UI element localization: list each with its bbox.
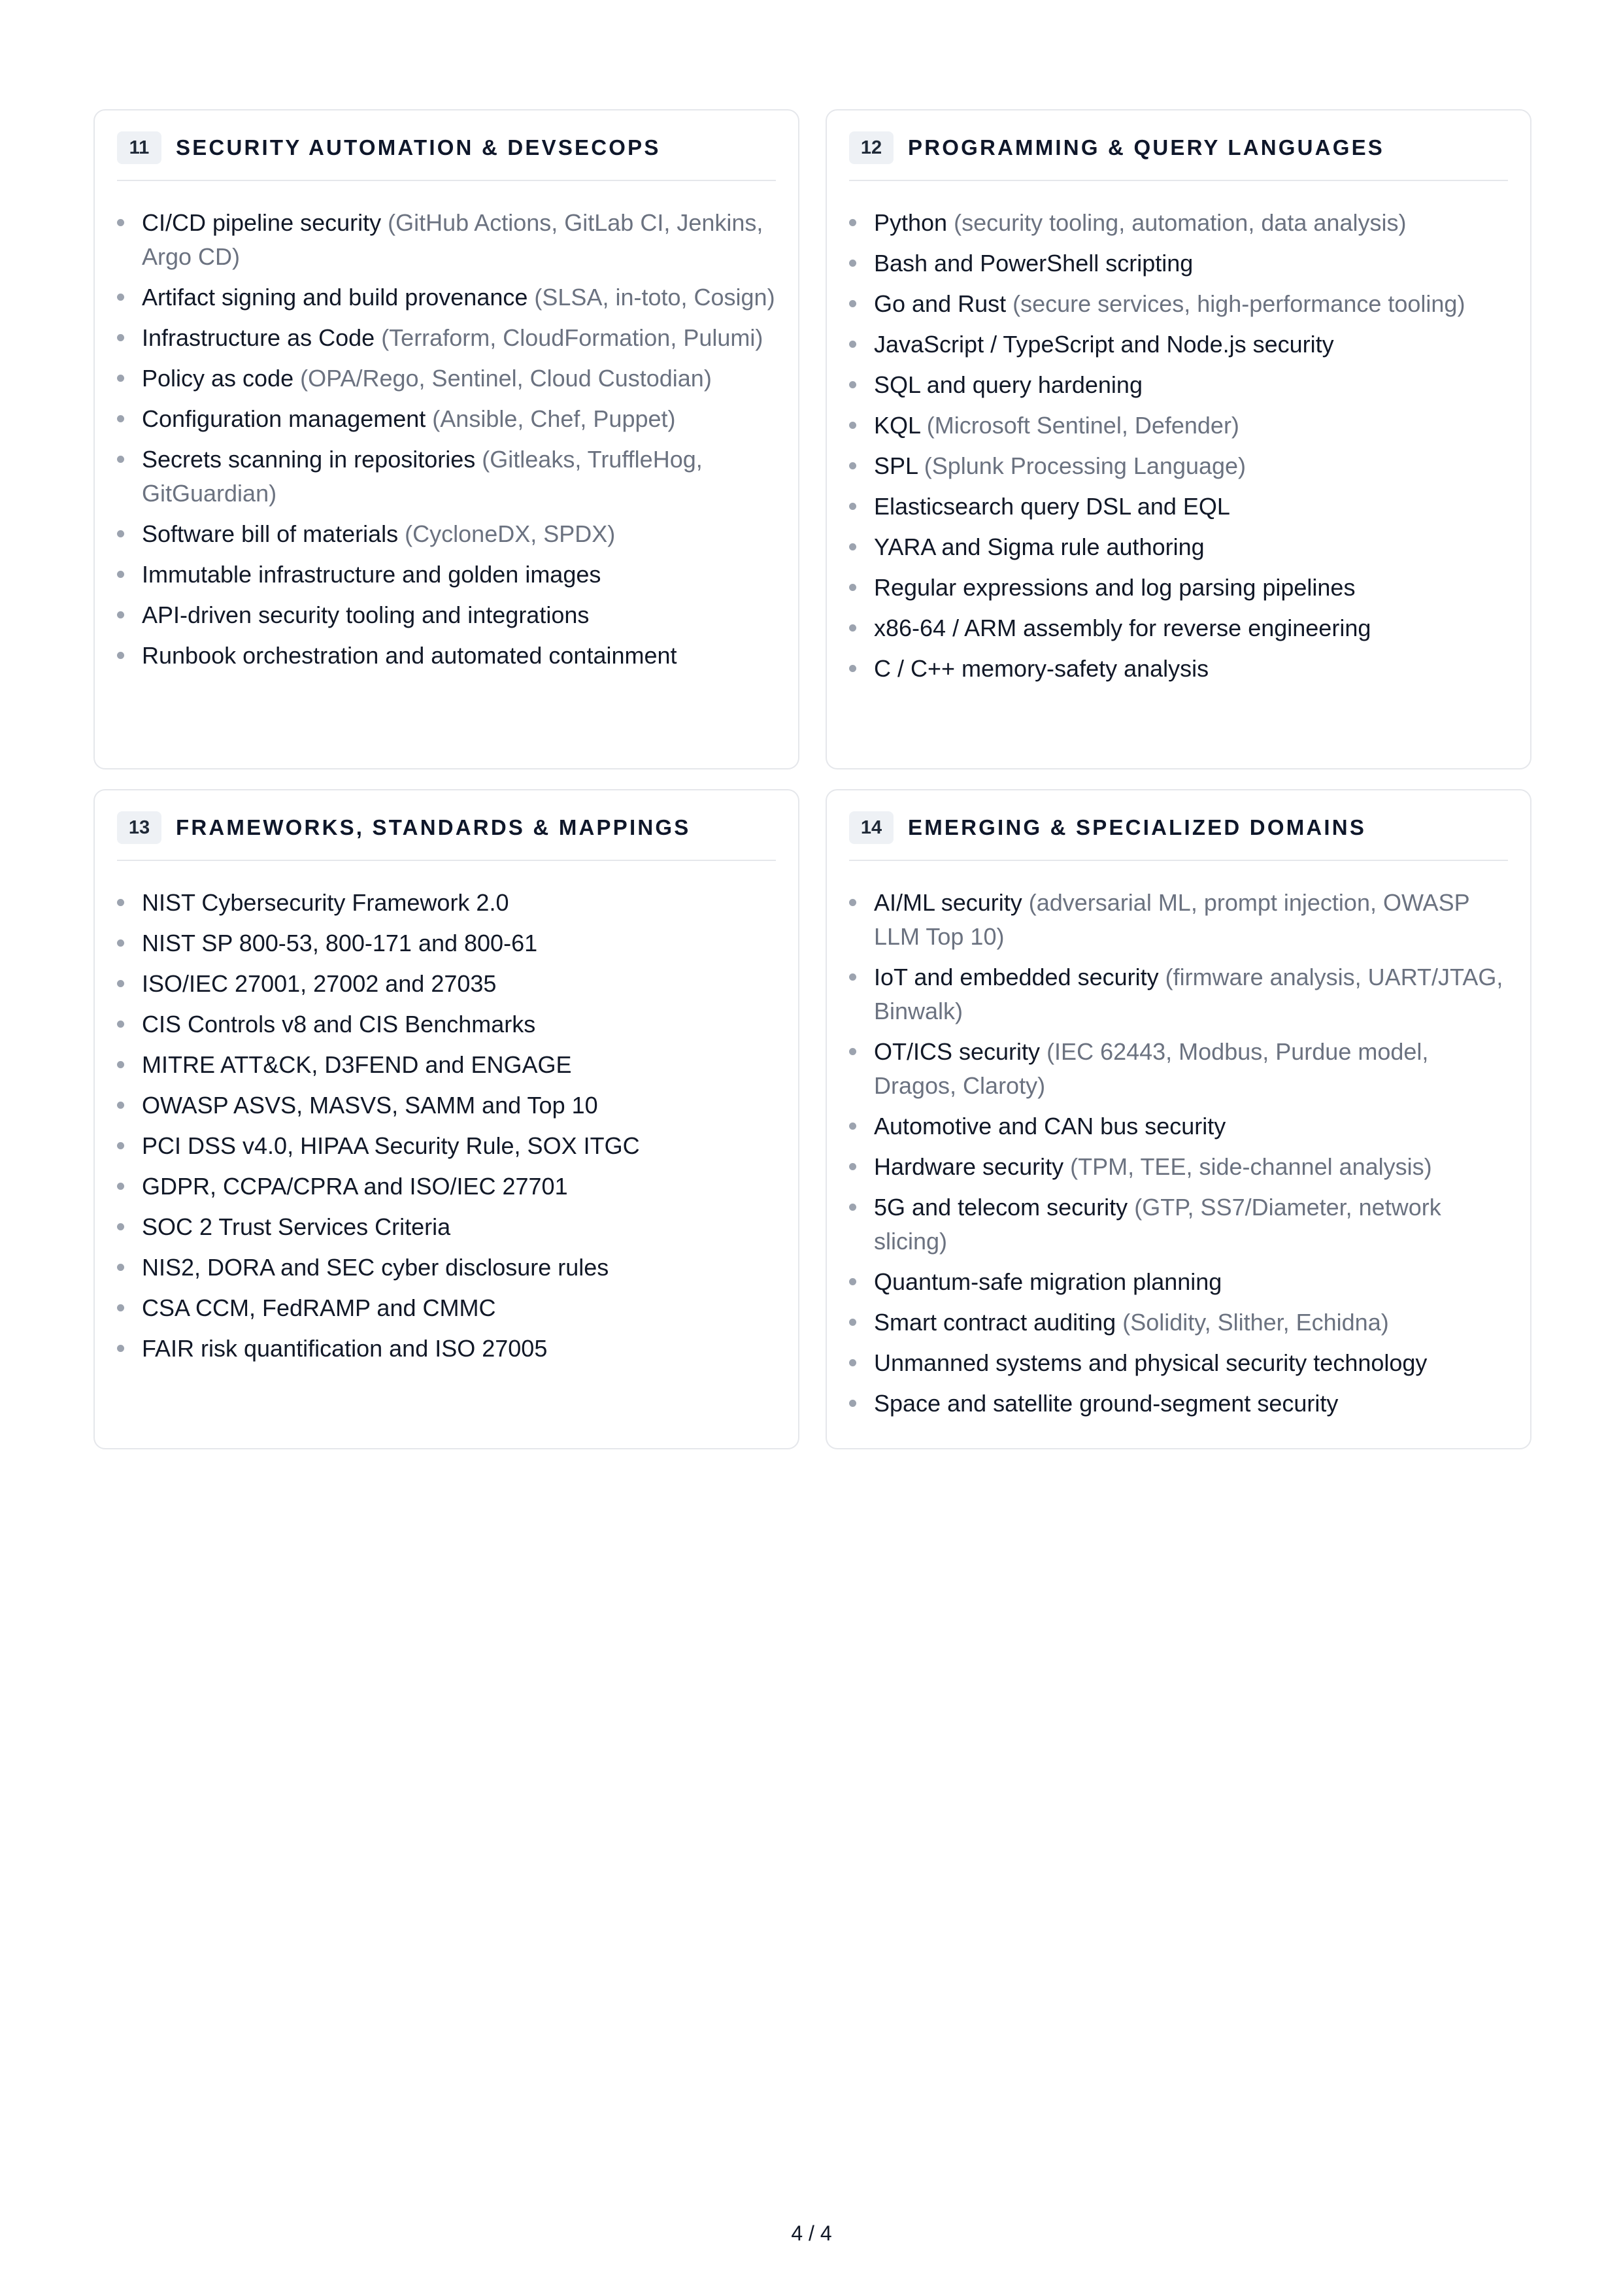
list-item	[849, 1109, 1508, 1143]
list-item	[117, 598, 776, 632]
item-text: PCI DSS v4.0, HIPAA Security Rule, SOX ITGC	[142, 1132, 640, 1159]
bullet-icon	[117, 1142, 124, 1149]
bullet-icon	[117, 1021, 124, 1028]
item-note: (OPA/Rego, Sentinel, Cloud Custodian)	[300, 365, 712, 392]
section-number-badge: 13	[117, 811, 161, 844]
item-text: Software bill of materials	[142, 520, 399, 547]
item-note: (Gitleaks, TruffleHog, GitGuardian)	[142, 446, 703, 507]
list-item	[849, 409, 1508, 443]
item-text: Hardware security	[874, 1153, 1064, 1180]
item-text: CSA CCM, FedRAMP and CMMC	[142, 1294, 496, 1321]
bullet-icon	[849, 1123, 856, 1130]
list-item	[849, 611, 1508, 645]
list-item	[849, 1306, 1508, 1340]
item-text: SPL	[874, 452, 918, 479]
bullet-icon	[117, 1102, 124, 1109]
list-item	[849, 886, 1508, 954]
list-item	[849, 368, 1508, 402]
item-note: (adversarial ML, prompt injection, OWASP LLM Top 10)	[874, 889, 1469, 950]
bullet-icon	[849, 1048, 856, 1055]
item-note: (GitHub Actions, GitLab CI, Jenkins, Argo CD)	[142, 209, 763, 270]
bullet-icon	[849, 665, 856, 672]
item-text: JavaScript / TypeScript and Node.js security	[874, 331, 1334, 358]
item-text: Quantum-safe migration planning	[874, 1268, 1222, 1295]
item-text: Infrastructure as Code	[142, 324, 375, 351]
list-item	[117, 321, 776, 355]
item-text: Runbook orchestration and automated containment	[142, 642, 677, 669]
section-item-list	[117, 206, 776, 673]
sections-grid	[93, 109, 1531, 1449]
item-text: Policy as code	[142, 365, 294, 392]
list-item	[849, 246, 1508, 280]
bullet-icon	[849, 341, 856, 348]
bullet-icon	[849, 300, 856, 307]
list-item	[849, 1387, 1508, 1421]
item-note: (Ansible, Chef, Puppet)	[432, 405, 676, 432]
bullet-icon	[849, 1400, 856, 1407]
bullet-icon	[117, 1304, 124, 1311]
bullet-icon	[117, 1183, 124, 1190]
item-text: CI/CD pipeline security	[142, 209, 382, 236]
item-text: Bash and PowerShell scripting	[874, 250, 1194, 277]
list-item	[117, 280, 776, 314]
list-item	[849, 287, 1508, 321]
bullet-icon	[849, 260, 856, 267]
list-item	[117, 558, 776, 592]
section-item-list	[849, 886, 1508, 1421]
list-item	[117, 926, 776, 960]
item-text: SQL and query hardening	[874, 371, 1143, 398]
item-text: SOC 2 Trust Services Criteria	[142, 1213, 451, 1240]
list-item	[117, 886, 776, 920]
item-text: Go and Rust	[874, 290, 1007, 317]
bullet-icon	[117, 294, 124, 301]
list-item	[117, 1291, 776, 1325]
bullet-icon	[117, 939, 124, 947]
section-item-list	[117, 886, 776, 1366]
bullet-icon	[849, 1163, 856, 1170]
list-item	[849, 449, 1508, 483]
item-text: Automotive and CAN bus security	[874, 1113, 1226, 1140]
list-item	[117, 967, 776, 1001]
bullet-icon	[849, 1359, 856, 1366]
list-item	[849, 530, 1508, 564]
bullet-icon	[117, 1061, 124, 1068]
list-item	[117, 206, 776, 274]
bullet-icon	[117, 334, 124, 341]
item-note: (SLSA, in-toto, Cosign)	[534, 284, 775, 311]
item-text: YARA and Sigma rule authoring	[874, 533, 1205, 560]
item-note: (Microsoft Sentinel, Defender)	[926, 412, 1239, 439]
item-text: Regular expressions and log parsing pipelines	[874, 574, 1356, 601]
item-text: OWASP ASVS, MASVS, SAMM and Top 10	[142, 1092, 598, 1119]
bullet-icon	[117, 219, 124, 226]
section-item-list	[849, 206, 1508, 686]
page-number: 4 / 4	[791, 2221, 832, 2245]
item-text: NIST SP 800-53, 800-171 and 800-61	[142, 930, 538, 956]
bullet-icon	[117, 980, 124, 987]
bullet-icon	[849, 1278, 856, 1285]
bullet-icon	[117, 899, 124, 906]
list-item	[117, 517, 776, 551]
bullet-icon	[117, 652, 124, 659]
section-card-12	[826, 109, 1531, 769]
section-number-badge: 11	[117, 131, 161, 164]
bullet-icon	[117, 415, 124, 422]
bullet-icon	[117, 1223, 124, 1230]
item-text: 5G and telecom security	[874, 1194, 1128, 1221]
item-text: Python	[874, 209, 948, 236]
section-card-11	[93, 109, 799, 769]
item-note: (TPM, TEE, side-channel analysis)	[1070, 1153, 1432, 1180]
section-header	[849, 130, 1508, 181]
list-item	[117, 639, 776, 673]
item-note: (IEC 62443, Modbus, Purdue model, Dragos, Claroty)	[874, 1038, 1429, 1099]
item-text: Smart contract auditing	[874, 1309, 1116, 1336]
list-item	[117, 1332, 776, 1366]
bullet-icon	[117, 456, 124, 463]
list-item	[117, 1048, 776, 1082]
bullet-icon	[849, 422, 856, 429]
list-item	[117, 1170, 776, 1204]
item-note: (Terraform, CloudFormation, Pulumi)	[381, 324, 763, 351]
item-text: Unmanned systems and physical security technology	[874, 1349, 1428, 1376]
bullet-icon	[849, 973, 856, 981]
list-item	[849, 1150, 1508, 1184]
bullet-icon	[117, 375, 124, 382]
section-title: PROGRAMMING & QUERY LANGUAGES	[908, 135, 1385, 160]
list-item	[849, 490, 1508, 524]
item-note: (Splunk Processing Language)	[924, 452, 1247, 479]
item-note: (firmware analysis, UART/JTAG, Binwalk)	[874, 964, 1503, 1024]
list-item	[849, 206, 1508, 240]
bullet-icon	[849, 624, 856, 632]
item-text: Space and satellite ground-segment security	[874, 1390, 1339, 1417]
item-text: x86-64 / ARM assembly for reverse engineering	[874, 615, 1371, 641]
item-text: MITRE ATT&CK, D3FEND and ENGAGE	[142, 1051, 572, 1078]
list-item	[117, 362, 776, 396]
list-item	[849, 1035, 1508, 1103]
item-text: KQL	[874, 412, 920, 439]
bullet-icon	[849, 1204, 856, 1211]
item-note: (CycloneDX, SPDX)	[405, 520, 616, 547]
bullet-icon	[117, 1345, 124, 1352]
item-text: NIST Cybersecurity Framework 2.0	[142, 889, 509, 916]
list-item	[849, 1190, 1508, 1258]
list-item	[849, 652, 1508, 686]
list-item	[117, 1129, 776, 1163]
item-note: (GTP, SS7/Diameter, network slicing)	[874, 1194, 1441, 1255]
section-card-14	[826, 789, 1531, 1449]
section-header	[849, 810, 1508, 861]
item-text: OT/ICS security	[874, 1038, 1041, 1065]
bullet-icon	[849, 503, 856, 510]
list-item	[849, 1346, 1508, 1380]
section-card-13	[93, 789, 799, 1449]
bullet-icon	[117, 611, 124, 618]
section-title: EMERGING & SPECIALIZED DOMAINS	[908, 815, 1367, 839]
bullet-icon	[117, 530, 124, 537]
section-number-badge: 12	[849, 131, 894, 164]
bullet-icon	[849, 1319, 856, 1326]
list-item	[849, 328, 1508, 362]
section-title: SECURITY AUTOMATION & DEVSECOPS	[176, 135, 661, 160]
list-item	[117, 1251, 776, 1285]
item-text: FAIR risk quantification and ISO 27005	[142, 1335, 548, 1362]
item-note: (secure services, high-performance tooling)	[1012, 290, 1465, 317]
item-text: NIS2, DORA and SEC cyber disclosure rules	[142, 1254, 609, 1281]
section-number-badge: 14	[849, 811, 894, 844]
list-item	[117, 1089, 776, 1123]
item-text: Immutable infrastructure and golden images	[142, 561, 601, 588]
item-text: API-driven security tooling and integrations	[142, 601, 590, 628]
item-text: Artifact signing and build provenance	[142, 284, 528, 311]
list-item	[117, 402, 776, 436]
list-item	[117, 1210, 776, 1244]
item-text: IoT and embedded security	[874, 964, 1159, 990]
list-item	[849, 960, 1508, 1028]
bullet-icon	[849, 462, 856, 469]
item-text: AI/ML security	[874, 889, 1022, 916]
bullet-icon	[117, 571, 124, 578]
item-text: Secrets scanning in repositories	[142, 446, 476, 473]
list-item	[117, 1007, 776, 1041]
bullet-icon	[849, 899, 856, 906]
item-note: (Solidity, Slither, Echidna)	[1122, 1309, 1389, 1336]
bullet-icon	[849, 219, 856, 226]
section-header	[117, 810, 776, 861]
bullet-icon	[849, 543, 856, 550]
bullet-icon	[849, 381, 856, 388]
section-header	[117, 130, 776, 181]
item-text: ISO/IEC 27001, 27002 and 27035	[142, 970, 497, 997]
item-text: Configuration management	[142, 405, 426, 432]
bullet-icon	[117, 1264, 124, 1271]
item-text: Elasticsearch query DSL and EQL	[874, 493, 1230, 520]
item-text: CIS Controls v8 and CIS Benchmarks	[142, 1011, 536, 1038]
bullet-icon	[849, 584, 856, 591]
section-title: FRAMEWORKS, STANDARDS & MAPPINGS	[176, 815, 691, 839]
item-text: GDPR, CCPA/CPRA and ISO/IEC 27701	[142, 1173, 568, 1200]
list-item	[849, 1265, 1508, 1299]
item-note: (security tooling, automation, data analysis)	[954, 209, 1407, 236]
list-item	[117, 443, 776, 511]
list-item	[849, 571, 1508, 605]
item-text: C / C++ memory-safety analysis	[874, 655, 1209, 682]
